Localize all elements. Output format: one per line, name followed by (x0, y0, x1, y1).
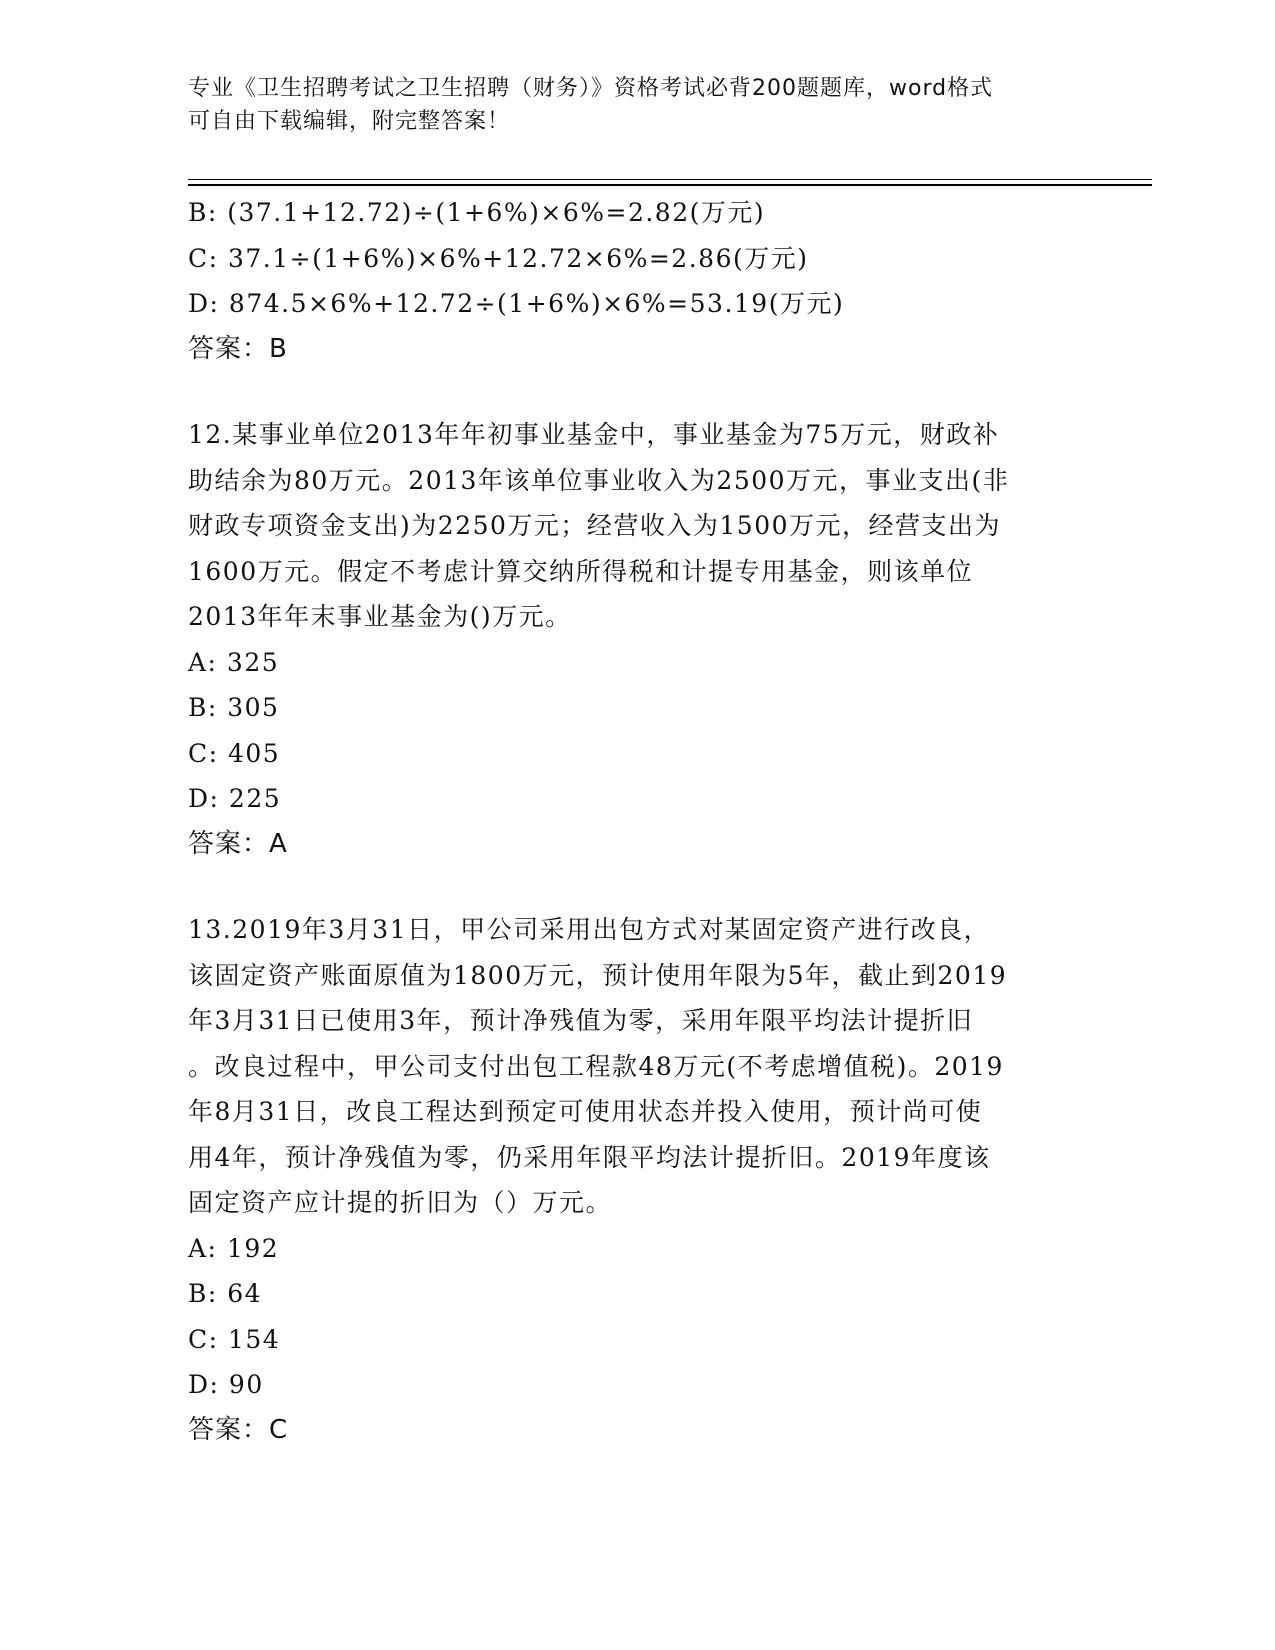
answer-label: 答案：B (188, 333, 288, 364)
question-13 (188, 907, 1088, 1453)
document-header (188, 72, 1088, 138)
option-b: B: (37.1+12.72)÷(1+6%)×6%=2.82(万元) (188, 198, 766, 227)
question-stem-line: 。改良过程中，甲公司支付出包工程款48万元(不考虑增值税)。2019 (188, 1051, 1004, 1081)
question-11-partial (188, 190, 1088, 372)
option-c: C: 37.1÷(1+6%)×6%+12.72×6%=2.86(万元) (188, 243, 809, 273)
document-body (188, 190, 1088, 1453)
option-a: A: 192 (188, 1233, 280, 1263)
header-divider-thick (188, 184, 1152, 186)
question-spacer (188, 867, 1088, 907)
question-stem-line: 2013年年末事业基金为()万元。 (188, 602, 572, 631)
answer-label: 答案：A (188, 828, 288, 859)
question-stem-line: 年8月31日，改良工程达到预定可使用状态并投入使用，预计尚可使 (188, 1097, 983, 1126)
option-d: D: 90 (188, 1370, 264, 1399)
option-a: A: 325 (188, 647, 280, 677)
question-stem-line: 12.某事业单位2013年年初事业基金中，事业基金为75万元，财政补 (188, 420, 1000, 449)
question-stem-line: 年3月31日已使用3年，预计净残值为零，采用年限平均法计提折旧 (188, 1006, 974, 1035)
header-divider-thin (188, 179, 1152, 180)
question-12 (188, 412, 1088, 867)
question-stem-line: 助结余为80万元。2013年该单位事业收入为2500万元，事业支出(非 (188, 465, 1010, 495)
question-stem-line: 固定资产应计提的折旧为（）万元。 (188, 1188, 613, 1217)
answer-label: 答案：C (188, 1414, 289, 1445)
question-stem-line: 用4年，预计净残值为零，仍采用年限平均法计提折旧。2019年度该 (188, 1142, 991, 1172)
option-b: B: 305 (188, 693, 280, 722)
option-d: D: 874.5×6%+12.72÷(1+6%)×6%=53.19(万元) (188, 289, 845, 318)
option-d: D: 225 (188, 784, 282, 813)
header-title-line-2: 可自由下载编辑，附完整答案！ (188, 109, 511, 134)
question-stem-line: 该固定资产账面原值为1800万元，预计使用年限为5年，截止到2019 (188, 960, 1008, 990)
option-b: B: 64 (188, 1279, 263, 1308)
question-stem-line: 13.2019年3月31日，甲公司采用出包方式对某固定资产进行改良， (188, 915, 991, 944)
option-c: C: 154 (188, 1324, 281, 1354)
header-title-line-1: 专业《卫生招聘考试之卫生招聘（财务）》资格考试必背200题题库，word格式 (188, 76, 994, 101)
question-stem-line: 财政专项资金支出)为2250万元；经营收入为1500万元，经营支出为 (188, 511, 1002, 540)
question-spacer (188, 372, 1088, 412)
question-stem-line: 1600万元。假定不考虑计算交纳所得税和计提专用基金，则该单位 (188, 556, 974, 586)
option-c: C: 405 (188, 738, 281, 768)
